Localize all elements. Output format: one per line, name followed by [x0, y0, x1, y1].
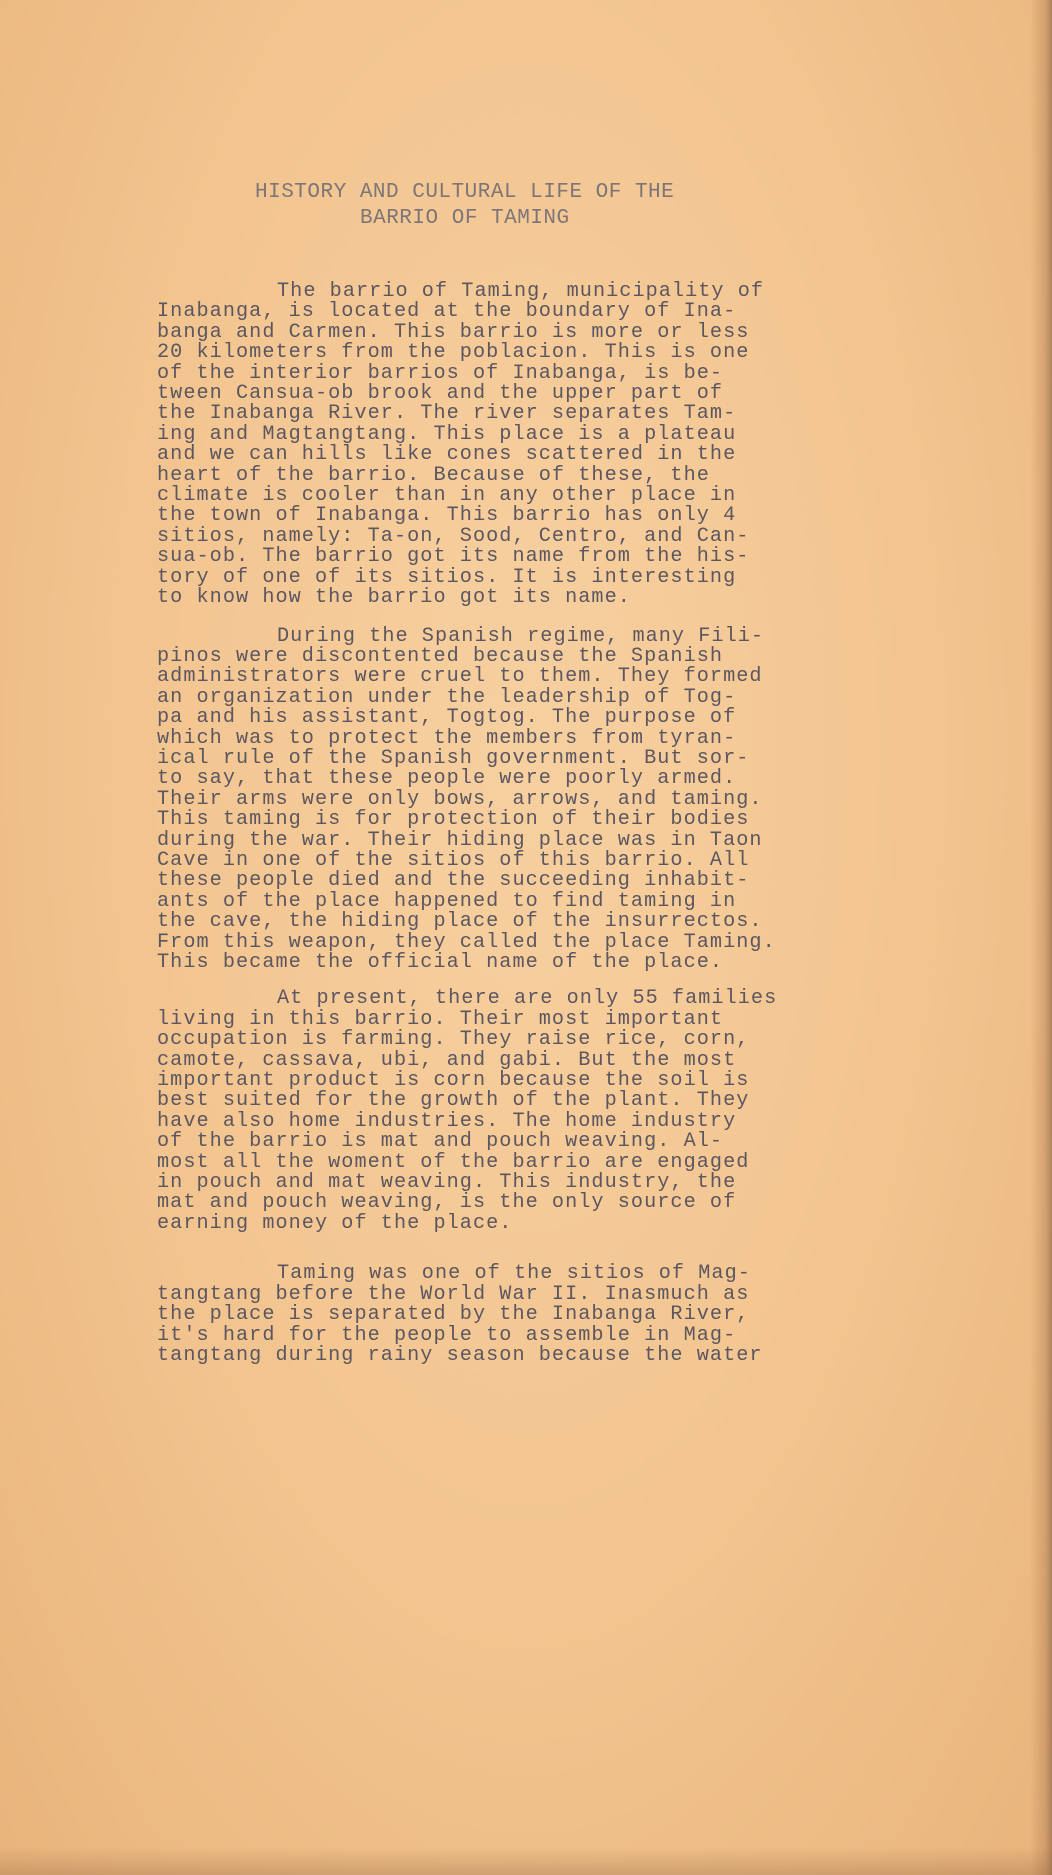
- text-line: climate is cooler than in any other place in: [157, 484, 737, 508]
- text-line: pa and his assistant, Togtog. The purpose of: [157, 706, 737, 730]
- page-bottom-shadow: [0, 1847, 1052, 1875]
- page-edge-shadow: [1030, 0, 1052, 1875]
- text-line: the Inabanga River. The river separates Tam-: [157, 402, 737, 426]
- text-line: From this weapon, they called the place Taming.: [157, 930, 776, 954]
- text-line: of the barrio is mat and pouch weaving. Al-: [157, 1130, 724, 1154]
- text-line: banga and Carmen. This barrio is more or less: [157, 320, 750, 344]
- text-line: The barrio of Taming, municipality of: [277, 280, 765, 303]
- text-line: the cave, the hiding place of the insurrectos.: [157, 910, 763, 934]
- text-line: ing and Magtangtang. This place is a plateau: [157, 422, 737, 446]
- text-line: in pouch and mat weaving. This industry, the: [157, 1171, 737, 1195]
- text-line: of the interior barrios of Inabanga, is be-: [157, 361, 724, 385]
- text-line: the place is separated by the Inabanga River,: [157, 1303, 750, 1327]
- text-line: it's hard for the people to assemble in Mag-: [157, 1323, 737, 1347]
- title-line-1: HISTORY AND CULTURAL LIFE OF THE: [255, 181, 675, 204]
- text-line: living in this barrio. Their most important: [157, 1007, 724, 1031]
- text-line: and we can hills like cones scattered in the: [157, 443, 737, 467]
- text-line: During the Spanish regime, many Fili-: [277, 624, 765, 648]
- text-line: Cave in one of the sitios of this barrio. All: [157, 848, 750, 872]
- text-line: At present, there are only 55 families: [277, 987, 778, 1011]
- text-line: tangtang before the World War II. Inasmuch as: [157, 1282, 750, 1306]
- text-line: heart of the barrio. Because of these, the: [157, 463, 710, 487]
- text-line: best suited for the growth of the plant. They: [157, 1089, 750, 1113]
- text-line: an organization under the leadership of Tog-: [157, 685, 737, 709]
- text-line: have also home industries. The home industry: [157, 1109, 737, 1133]
- text-line: ical rule of the Spanish government. But sor-: [157, 746, 750, 770]
- text-line: tangtang during rainy season because the water: [157, 1343, 763, 1367]
- text-line: tween Cansua-ob brook and the upper part of: [157, 382, 724, 406]
- text-line: sitios, namely: Ta-on, Sood, Centro, and Can-: [157, 524, 750, 548]
- text-line: pinos were discontented because the Spanish: [157, 644, 724, 668]
- text-line: important product is corn because the soil is: [157, 1069, 750, 1093]
- document-title: [255, 180, 815, 232]
- text-line: This taming is for protection of their bodies: [157, 808, 750, 832]
- text-line: administrators were cruel to them. They formed: [157, 665, 763, 689]
- text-line: sua-ob. The barrio got its name from the his-: [157, 545, 750, 569]
- text-line: to know how the barrio got its name.: [157, 586, 631, 610]
- text-line: the town of Inabanga. This barrio has only 4: [157, 504, 737, 528]
- text-line: occupation is farming. They raise rice, corn,: [157, 1028, 750, 1052]
- paragraph-location: [157, 282, 947, 609]
- text-line: most all the woment of the barrio are engaged: [157, 1150, 750, 1174]
- text-line: tory of one of its sitios. It is interesting: [157, 565, 737, 589]
- text-line: which was to protect the members from tyran-: [157, 726, 737, 750]
- text-line: camote, cassava, ubi, and gabi. But the most: [157, 1048, 737, 1072]
- text-line: these people died and the succeeding inhabit-: [157, 869, 750, 893]
- paragraph-sitio-history: [157, 1264, 947, 1366]
- text-line: earning money of the place.: [157, 1211, 513, 1235]
- paragraph-present: [157, 989, 947, 1234]
- title-line-2: BARRIO OF TAMING: [360, 207, 570, 230]
- text-line: ants of the place happened to find taming in: [157, 889, 737, 913]
- text-line: 20 kilometers from the poblacion. This is one: [157, 341, 750, 365]
- text-line: This became the official name of the place.: [157, 951, 724, 974]
- text-line: Their arms were only bows, arrows, and taming.: [157, 787, 763, 811]
- text-line: Inabanga, is located at the boundary of Ina-: [157, 300, 737, 324]
- text-line: Taming was one of the sitios of Mag-: [277, 1262, 751, 1286]
- paragraph-spanish-regime: [157, 624, 947, 974]
- document-body: [157, 282, 947, 1388]
- text-line: during the war. Their hiding place was in Taon: [157, 828, 763, 852]
- text-line: mat and pouch weaving, is the only source of: [157, 1191, 737, 1215]
- text-line: to say, that these people were poorly armed.: [157, 767, 737, 791]
